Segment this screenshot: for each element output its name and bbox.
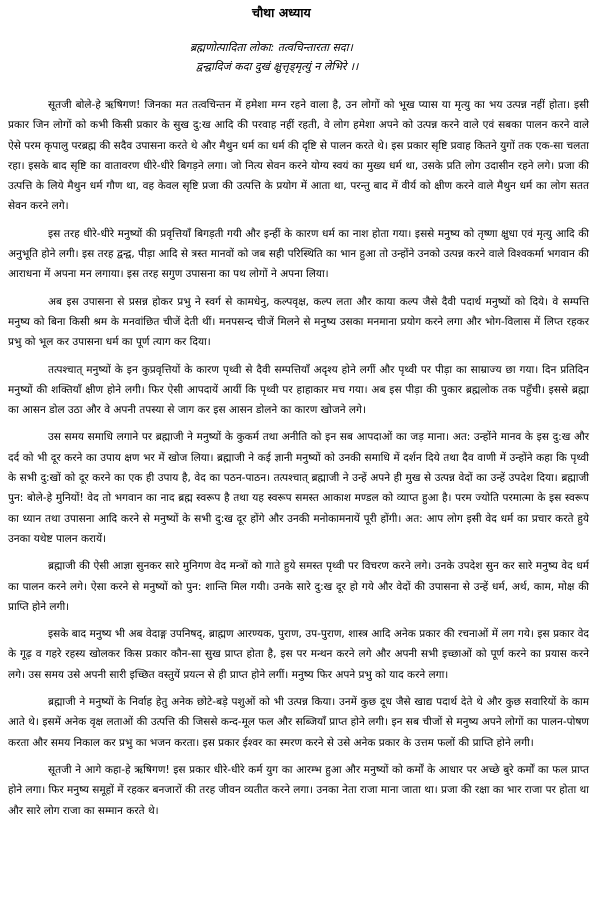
verse-line-2: द्वन्द्वादिजं कदा दुखं क्षुत्तृड्मृत्युं न लेभिरे ।। — [196, 60, 359, 73]
paragraph-8: ब्रह्माजी ने मनुष्यों के निर्वाह हेतु अनेक छोटे-बड़े पशुओं को भी उत्पन्न किया। उनमें कुछ दूध जैसे खाद्य पदार्थ देते थे और कुछ सवारियों के काम आते थे। इसमें अनेक वृक्ष लताओं की उत्पत्ति की जिससे कन्द-मूल फल और सब्जियाँ प्राप्त होने लगी। इन सब चीजों से मनुष्य अपने लोगों का पालन-पोषण करता और समय निकाल कर प्रभु का भजन करता। इस प्रकार ईश्वर का स्मरण करने से उसे अनेक प्रकार के उत्तम फलों की प्राप्ति होने लगी। — [8, 696, 589, 749]
paragraph-6: ब्रह्माजी की ऐसी आज्ञा सुनकर सारे मुनिगण वेद मन्त्रों को गाते हुये समस्त पृथ्वी पर विचरण करने लगे। उनके उपदेश सुन कर सारे मनुष्य वेद धर्म का पालन करने लगे। ऐसा करने से मनुष्यों को पुन: शान्ति मिल गयी। उनके सारे दु:ख दूर हो गये और वेदों की उपासना से उन्हें धर्म, अर्थ, काम, मोक्ष की प्राप्ति होने लगी। — [8, 560, 589, 613]
chapter-title: चौथा अध्याय — [252, 5, 311, 20]
sanskrit-verse — [190, 38, 358, 76]
paragraph-7: इसके बाद मनुष्य भी अब वेदाङ्ग उपनिषद्, ब्राह्मण आरण्यक, पुराण, उप-पुराण, शास्त्र आदि अनेक प्रकार की रचनाओं में लग गये। इस प्रकार वेद के गूढ़ व गहरे रहस्य खोलकर किस प्रकार कौन-सा सुख प्राप्त होता है, इस पर मन्थन करने लगे और अपनी सभी इच्छाओं को पूर्ण करने का प्रयास करने लगे। उस समय उसे अपनी सारी इच्छित वस्तुयें प्रयत्न से ही प्राप्त होने लगीं। मनुष्य फिर अपने प्रभु को याद करने लगा। — [8, 628, 589, 681]
paragraph-5: उस समय समाधि लगाने पर ब्रह्माजी ने मनुष्यों के कुकर्म तथा अनीति को इन सब आपदाओं का जड़ माना। अत: उन्होंने मानव के इस दु:ख और दर्द को भी दूर करने का उपाय क्षण भर में खोज लिया। ब्रह्माजी ने कई ज्ञानी मनुष्यों को उनकी समाधि में दर्शन दिये तथा दैव वाणी में उन्होंने कहा कि पृथ्वी के सभी दु:खों को दूर करने का एक ही उपाय है, वेद का पठन-पाठन। तत्पश्चात् ब्रह्माजी ने उन्हें अपने ही मुख से उत्पन्न वेदों का उन्हें उपदेश दिया। ब्रह्माजी पुन: बोले-हे मुनियों! वेद तो भगवान का नाद ब्रह्म स्वरूप है तथा यह स्वरूप समस्त आकाश मण्डल को व्याप्त हुआ है। परम ज्योति परमात्मा के इस स्वरूप का ध्यान तथा उपासना आदि करने से मनुष्यों के सभी दु:ख दूर होंगे और उनकी मनोकामनायें पूरी होंगी। अत: आप लोग इसी वेद धर्म का प्रचार करते हुये उनका यथेष्ट पालन करायें। — [8, 431, 589, 545]
paragraph-9: सूतजी ने आगे कहा-हे ऋषिगण! इस प्रकार धीरे-धीरे कर्म युग का आरम्भ हुआ और मनुष्यों को कर्मों के आधार पर अच्छे बुरे कर्मों का फल प्राप्त होने लगा। फिर मनुष्य समूहों में रहकर बनजारों की तरह जीवन व्यतीत करने लगा। उनका नेता राजा माना जाता था। प्रजा की रक्षा का भार राजा पर होता था और सारे लोग राजा का सम्मान करते थे। — [8, 763, 589, 817]
chapter-body — [8, 95, 589, 828]
paragraph-3: अब इस उपासना से प्रसन्न होकर प्रभु ने स्वर्ग से कामधेनु, कल्पवृक्ष, कल्प लता और काया कल्प जैसे दैवी पदार्थ मनुष्यों को दिये। वे सम्पत्ति मनुष्य को बिना किसी श्रम के मनवांछित चीजें देती थीं। मनपसन्द चीजें मिलने से मनुष्य उसका मनमाना प्रयोग करने लगा और भोग-विलास में लिप्त रहकर प्रभु को भूल कर उपासना धर्म का पूर्ण त्याग कर दिया। — [8, 295, 589, 349]
paragraph-1: सूतजी बोले-हे ऋषिगण! जिनका मत तत्वचिन्तन में हमेशा मग्न रहने वाला है, उन लोगों को भूख प्यास या मृत्यु का भय उत्पन्न नहीं होता। इसी प्रकार जिन लोगों को कभी किसी प्रकार के सुख दु:ख आदि की परवाह नहीं रहती, वे लोग हमेशा अपने को उत्पन्न करने वाले एवं सबका पालन करने वाले ऐसे परम कृपालु परब्रह्म की सदैव उपासना करते थे और मैथुन धर्म का धर्म की दृष्टि से पालन करते थे। इस प्रकार सृष्टि प्रवाह कितने युगों तक एक-सा चलता रहा। इसके बाद सृष्टि का वातावरण धीरे-धीरे बिगड़ने लगा। जो नित्य सेवन करने योग्य स्वयं का मुख्य धर्म था, उसके प्रति लोग उदासीन रहने लगे। प्रजा की उत्पत्ति के लिये मैथुन धर्म गौण था, वह केवल सृष्टि प्रजा की उत्पत्ति के प्रयोग में आता था, परन्तु बाद में वीर्य को क्षीण करने वाले मैथुन धर्म का लोग सतत सेवन करने लगे। — [8, 99, 589, 213]
paragraph-2: इस तरह धीरे-धीरे मनुष्यों की प्रवृत्तियाँ बिगड़ती गयी और इन्हीं के कारण धर्म का नाश होता गया। इससे मनुष्य को तृष्णा क्षुधा एवं मृत्यु आदि की अनुभूति होने लगी। इस तरह द्वन्द्व, पीड़ा आदि से त्रस्त मानवों को जब सही परिस्थिति का भान हुआ तो उन्होंने उनको उत्पन्न करने वाले विश्वकर्मा भगवान की आराधना में अपना मन लगाया। इस तरह सगुण उपासना का पथ लोगों ने अपना लिया। — [8, 227, 589, 281]
verse-line-1: ब्रह्मणोत्पादिता लोका: तत्वचिन्तारता सदा। — [190, 41, 353, 54]
paragraph-4: तत्पश्चात् मनुष्यों के इन कुप्रवृत्तियों के कारण पृथ्वी से दैवी सम्पत्तियाँ अदृश्य होने लगीं और पृथ्वी पर पीड़ा का साम्राज्य छा गया। दिन प्रतिदिन मनुष्यों की शक्तियाँ क्षीण होने लगी। फिर ऐसी आपदायें आयीं कि पृथ्वी पर हाहाकार मच गया। अब इस पीड़ा की पुकार ब्रह्मलोक तक पहुँची। इससे ब्रह्मा का आसन डोल उठा और वे अपनी तपस्या से जाग कर इस आसन डोलने का कारण खोजने लगे। — [8, 363, 589, 417]
